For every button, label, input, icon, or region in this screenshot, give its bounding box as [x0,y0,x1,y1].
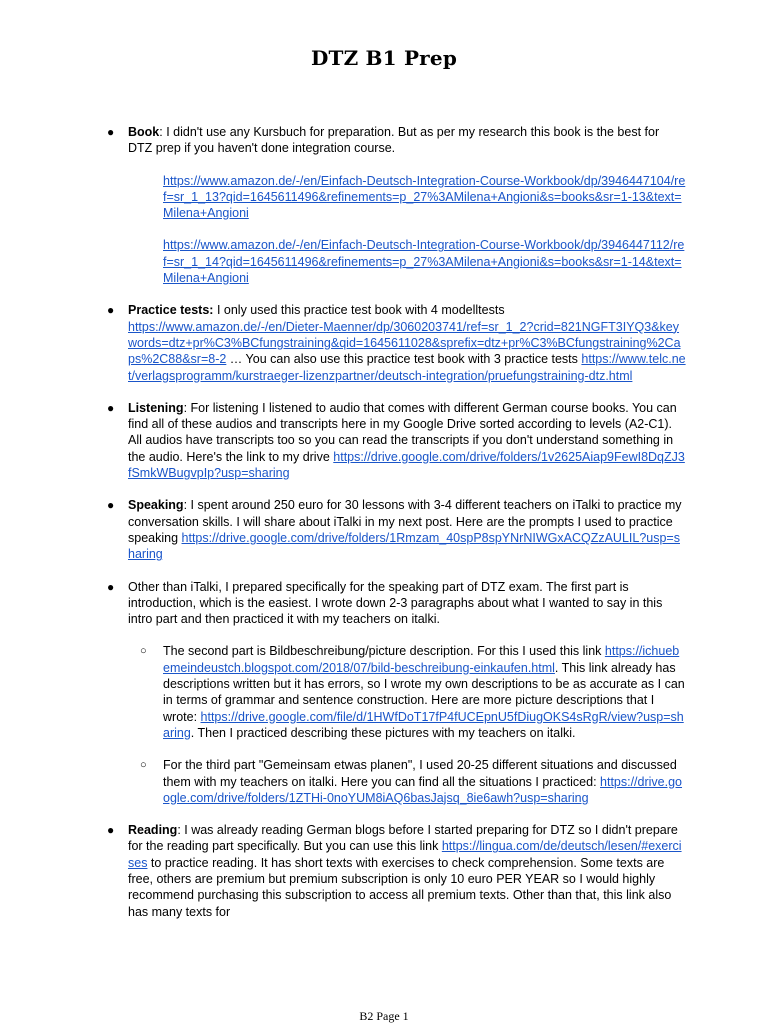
book-text: : I didn't use any Kursbuch for preparation. But as per my research this book is the best for DTZ prep if you haven't done integration course. [128,125,660,156]
reading-text-1: : I was already reading German blogs before I started preparing for DTZ so I didn't prepare for the reading part specifically. But you can use this link [128,823,678,854]
book-link-2[interactable]: https://www.amazon.de/-/en/Einfach-Deutsch-Integration-Course-Workbook/dp/3946447112/ref=sr_1_14?qid=1645611496&refinements=p_27%3AMilena+Angioni&s=books&sr=1-14&text=Milena+Angioni [163,238,685,286]
speaking-label: Speaking [128,498,184,513]
sub-item-picture-description [106,643,686,741]
bullet-icon: ● [107,823,115,838]
listening-label: Listening [128,400,184,415]
book-link-1[interactable]: https://www.amazon.de/-/en/Einfach-Deutsch-Integration-Course-Workbook/dp/3946447104/ref=sr_1_13?qid=1645611496&refinements=p_27%3AMilena+Angioni&s=books&sr=1-13&text=Milena+Angioni [163,173,686,221]
bullet-icon: ● [107,579,115,594]
circle-bullet-icon: ○ [140,759,147,772]
sub2-text: For the third part "Gemeinsam etwas planen", I used 20-25 different situations and discussed them with my teachers on italki. Here you can find all the situations I practiced: [163,758,677,789]
practice-link-1[interactable]: https://www.amazon.de/-/en/Dieter-Maenner/dp/3060203741/ref=sr_1_2?crid=821NGFT3IYQ3&keywords=dtz+pr%C3%BCfungstraining&qid=1645611028&sprefix=dtz+pr%C3%BCfungstraining%2Caps%2C88&sr=8-2 [128,319,681,367]
book-label: Book [128,125,160,139]
listening-link[interactable]: https://drive.google.com/drive/folders/1v2625Aiap9FewI8DqZJ3fSmkWBugvpIp?usp=sharing [128,449,685,481]
list-item-book [106,124,686,157]
page-title: DTZ B1 Prep [310,46,458,70]
reading-text-2: to practice reading. It has short texts with exercises to check comprehension. Some texts are free, others are premium but premium subscription is only 10 euro PER YEAR so I would highly recommend purchasing this subscription to access all premium texts. Other than that, this link also has many texts for [128,855,672,919]
list-item-practice-tests [106,302,686,383]
reading-label: Reading [128,823,178,838]
bullet-icon: ● [107,400,115,415]
practice-label: Practice tests: [128,303,214,318]
practice-link-2[interactable]: https://www.telc.net/verlagsprogramm/kurstraeger-lizenzpartner/deutsch-integration/pruefungstraining-dtz.html [128,352,686,383]
reading-link[interactable]: https://lingua.com/de/deutsch/lesen/#exercises [128,839,682,870]
sub1-link-2[interactable]: https://drive.google.com/file/d/1HWfDoT17fP4fUCEpnU5fDiugOKS4sRgR/view?usp=sharing [163,709,684,740]
document-body [106,124,686,936]
other-text: Other than iTalki, I prepared specifically for the speaking part of DTZ exam. The first part is introduction, which is the easiest. I wrote down 2-3 paragraphs about what I wanted to say in this intro part and then practiced it with my teachers on italki. [128,579,663,627]
bullet-icon: ● [107,125,115,139]
circle-bullet-icon: ○ [140,645,147,658]
sub1-text-3: . Then I practiced describing these pictures with my teachers on italki. [190,725,576,740]
list-item-speaking [106,497,686,562]
sub1-text-1: The second part is Bildbeschreibung/picture description. For this I used this link [163,644,605,659]
speaking-link[interactable]: https://drive.google.com/drive/folders/1Rmzam_40spP8spYNrNIWGxACQZzAULIL?usp=sharing [128,530,680,562]
speaking-text: : I spent around 250 euro for 30 lessons with 3-4 different teachers on iTalki to practice my conversation skills. I will share about iTalki in my next post. Here are the prompts I used to practice speaking [128,498,682,545]
sub1-link-1[interactable]: https://ichuebemeindeustch.blogspot.com/2018/07/bild-beschreibung-einkaufen.html [163,644,680,675]
practice-text-2: … You can also use this practice test book with 3 practice tests [226,352,582,367]
list-item-listening [106,400,686,481]
bullet-icon: ● [107,303,115,318]
bullet-icon: ● [107,498,115,513]
book-link-2-block [106,237,686,286]
sub2-link[interactable]: https://drive.google.com/drive/folders/1ZTHi-0noYUM8iAQ6basJajsq_8ie6awh?usp=sharing [163,774,683,805]
sub-item-planning [106,757,686,806]
listening-text: : For listening I listened to audio that comes with different German course books. You can find all of these audios and transcripts here in my Google Drive sorted according to levels (A2-C1). All audios have transcripts too so you can read the transcripts if you don't understand something in the audio. Here's the link to my drive [128,400,677,464]
list-item-reading [106,822,686,920]
practice-text-1: I only used this practice test book with 4 modelltests [213,303,505,318]
book-link-1-block [106,173,686,222]
sub1-text-2: . This link already has descriptions written but it has errors, so I wrote my own descriptions to be as accurate as I can in terms of grammar and sentence construction. Here are more picture descriptions that I wrote: [163,660,685,724]
list-item-other-prep [106,579,686,628]
page-footer: B2 Page 1 [359,1009,409,1023]
